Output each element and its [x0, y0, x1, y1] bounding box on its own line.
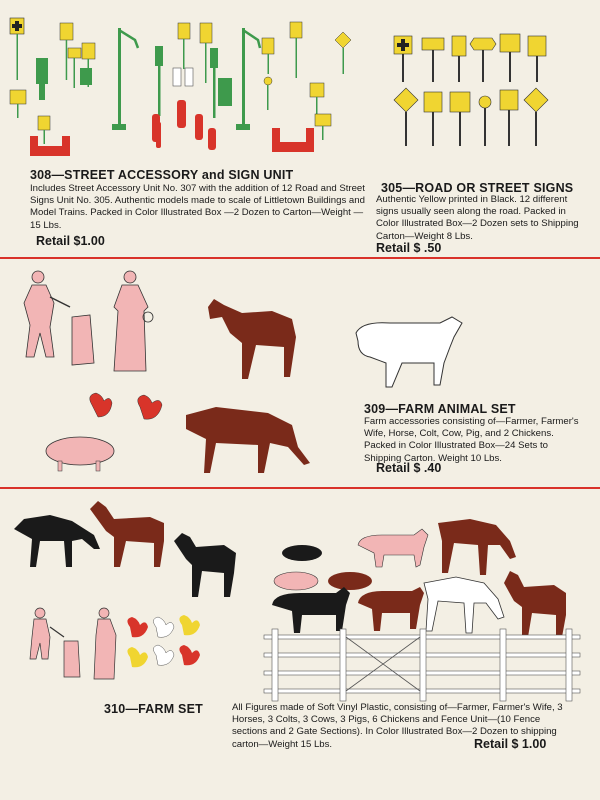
fence-icon — [264, 629, 580, 701]
red-bench-left-icon — [30, 136, 70, 156]
product-price-310: Retail $ 1.00 — [474, 737, 547, 751]
traffic-light-icon — [155, 23, 218, 118]
sign-watch-children-icon — [422, 38, 444, 82]
farmers-wife-figure-icon — [114, 271, 153, 371]
street-lamp-right-icon — [218, 28, 260, 130]
sign-no-left-turn-icon — [500, 90, 518, 146]
farmers-wife-small-icon — [94, 608, 116, 679]
sign-post-icon — [60, 23, 95, 88]
farmer-small-icon — [30, 608, 80, 677]
fire-hydrant-icon — [152, 100, 216, 150]
sign-first-aid-icon — [394, 36, 412, 82]
product-price-305: Retail $ .50 — [376, 241, 442, 255]
product-title-308: 308—STREET ACCESSORY and SIGN UNIT — [30, 168, 294, 182]
brown-colt-icon — [90, 501, 164, 567]
brown-horse-grazing-icon — [438, 519, 516, 575]
product-price-308: Retail $1.00 — [36, 234, 105, 248]
brown-colt-right-icon — [504, 571, 566, 637]
sign-round-icon — [479, 96, 491, 146]
product-title-305: 305—ROAD OR STREET SIGNS — [381, 181, 574, 195]
street-accessory-illustration — [10, 18, 370, 188]
sign-keep-right-icon — [500, 34, 520, 82]
product-desc-309: Farm accessories consisting of—Farmer, Farmer's Wife, Horse, Colt, Cow, Pig, and 2 Chickens. Packed in Color Illustrated Box—24 Sets to Shipping Carton. Weight 10 Lbs. — [364, 416, 579, 464]
mailbox-icon — [36, 58, 48, 100]
product-title-310: 310—FARM SET — [104, 702, 203, 716]
farmer-figure-icon — [24, 271, 94, 365]
street-lamp-icon — [112, 28, 138, 130]
sign-curve-icon — [424, 92, 442, 146]
section-310 — [0, 489, 600, 800]
sign-railroad-icon — [394, 88, 418, 146]
farm-set-illustration — [10, 501, 590, 721]
black-colt-icon — [174, 533, 236, 597]
chickens-group-icon — [127, 615, 200, 667]
product-desc-305: Authentic Yellow printed in Black. 12 different signs usually seen along the road. Packed in Color Illustrated Box—2 Dozen sets to Shipping Carton—Weight 8 Lbs. — [376, 194, 579, 242]
right-signs-icon — [262, 22, 351, 140]
sign-dangerous-icon — [450, 92, 470, 146]
sign-school-icon — [528, 36, 546, 82]
sign-stop-icon — [470, 38, 496, 82]
chicken-icon — [90, 393, 162, 419]
black-horse-grazing-icon — [14, 515, 100, 567]
product-title-309: 309—FARM ANIMAL SET — [364, 402, 516, 416]
product-desc-308: Includes Street Accessory Unit No. 307 with the addition of 12 Road and Street Signs Unit No. 305. Authentic models made to scale of Littletown Buildings and Model Trains. Packed in Color Illustrated Box —2 Dozen to Carton—Weight — 15 Lbs. — [30, 183, 365, 231]
section-309 — [0, 259, 600, 485]
horse-standing-icon — [208, 299, 296, 379]
section-308-305 — [0, 0, 600, 255]
first-aid-sign-icon — [10, 18, 24, 80]
sign-speed-limit-icon — [452, 36, 466, 82]
pigs-icon — [274, 545, 372, 590]
product-desc-310: All Figures made of Soft Vinyl Plastic, consisting of—Farmer, Farmer's Wife, 3 Horses, 3 Colts, 3 Cows, 3 Pigs, 6 Chickens and Fence Unit—(10 Fence sections and 2 Gate Sections). In Color Illustrated Box—2 Dozen to shipping carton—Weight 15 Lbs. — [232, 702, 563, 750]
sign-slow-icon — [524, 88, 548, 146]
white-horse-grazing-icon — [424, 577, 504, 633]
horse-grazing-icon — [186, 407, 310, 473]
pig-icon — [46, 437, 114, 471]
red-bench-right-icon — [272, 128, 314, 152]
road-signs-illustration — [390, 28, 600, 148]
product-price-309: Retail $ .40 — [376, 461, 442, 475]
cow-icon — [356, 317, 462, 387]
